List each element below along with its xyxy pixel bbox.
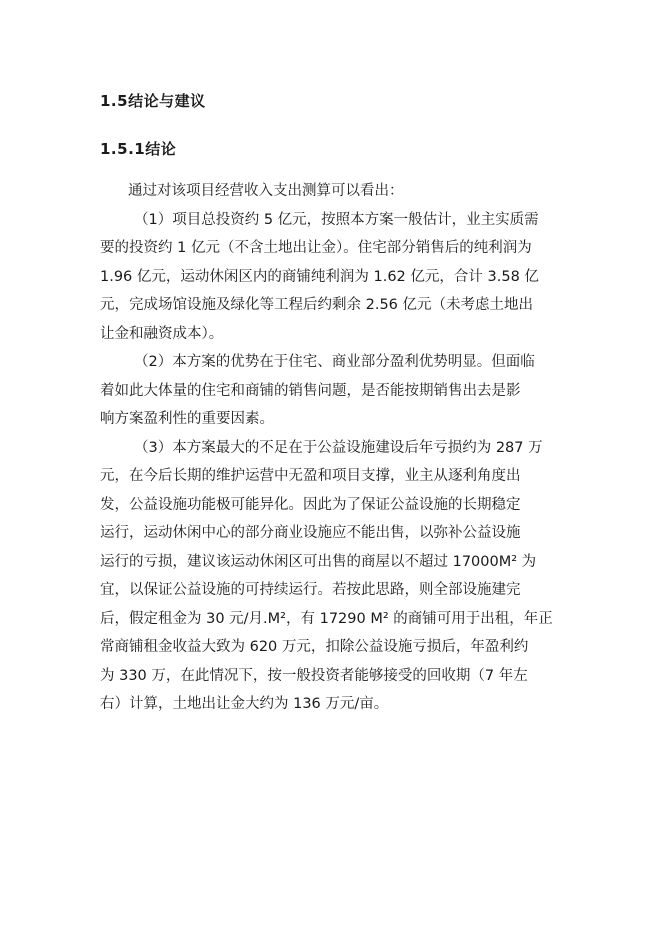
intro-line: 通过对该项目经营收入支出测算可以看出： xyxy=(128,183,404,199)
paragraph-3-line: （3）本方案最大的不足在于公益设施建设后年亏损约为 287 万 xyxy=(134,439,543,456)
paragraph-1-line: （1）项目总投资约 5 亿元，按照本方案一般估计，业主实质需 xyxy=(134,211,539,228)
paragraph-3-line: 宜，以保证公益设施的可持续运行。若按此思路，则全部设施建完 xyxy=(100,582,521,598)
paragraph-2-line: （2）本方案的优势在于住宅、商业部分盈利优势明显。但面临 xyxy=(134,354,535,370)
paragraph-3-line: 运行，运动休闲中心的部分商业设施应不能出售，以弥补公益设施 xyxy=(100,525,521,541)
paragraph-3-line: 发，公益设施功能极可能异化。因此为了保证公益设施的长期稳定 xyxy=(100,496,521,513)
subsection-heading: 1.5.1结论 xyxy=(100,140,177,158)
paragraph-3-line: 常商铺租金收益大致为 620 万元，扣除公益设施亏损后，年盈利约 xyxy=(100,639,529,655)
paragraph-3-line: 为 330 万，在此情况下，按一般投资者能够接受的回收期（7 年左 xyxy=(100,667,528,684)
paragraph-1-line: 要的投资约 1 亿元（不含土地出让金）。住宅部分销售后的纯利润为 xyxy=(100,240,532,256)
body-text xyxy=(100,177,570,719)
paragraph-1-line: 元，完成场馆设施及绿化等工程后约剩余 2.56 亿元（未考虑土地出 xyxy=(100,297,534,313)
paragraph-2-line: 响方案盈利性的重要因素。 xyxy=(100,411,274,427)
paragraph-1-line: 让金和融资成本）。 xyxy=(100,325,224,342)
paragraph-3-line: 元，在今后长期的维护运营中无盈和项目支撑，业主从逐利角度出 xyxy=(100,468,521,484)
paragraph-2-line: 着如此大体量的住宅和商铺的销售问题，是否能按期销售出去是影 xyxy=(100,382,521,399)
paragraph-1-line: 1.96 亿元，运动休闲区内的商铺纯利润为 1.62 亿元，合计 3.58 亿 xyxy=(100,268,539,285)
paragraph-3-line: 运行的亏损，建议该运动休闲区可出售的商屋以不超过 17000M² 为 xyxy=(100,553,537,570)
paragraph-3-line: 右）计算，土地出让金大约为 136 万元/亩。 xyxy=(100,696,389,712)
section-heading: 1.5结论与建议 xyxy=(100,92,206,110)
paragraph-3-line: 后，假定租金为 30 元/月.M²，有 17290 M² 的商铺可用于出租，年正 xyxy=(100,610,553,627)
